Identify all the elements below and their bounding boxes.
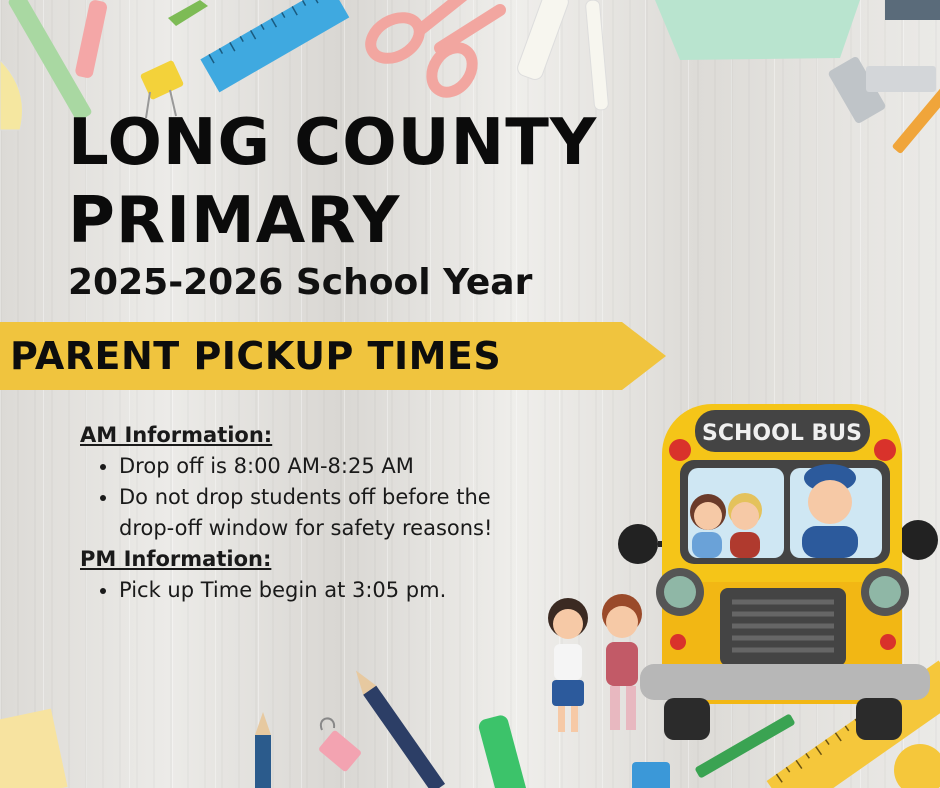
pm-item-pickup: • Pick up Time begin at 3:05 pm. bbox=[119, 575, 540, 606]
paper-icon bbox=[655, 0, 860, 60]
school-year-subtitle: 2025-2026 School Year bbox=[68, 262, 533, 303]
am-item-safety: • Do not drop students off before the drop-off window for safety reasons! bbox=[119, 482, 540, 544]
pencil-icon bbox=[255, 735, 271, 788]
am-item-dropoff: • Drop off is 8:00 AM-8:25 AM bbox=[119, 451, 540, 482]
am-list bbox=[80, 451, 540, 544]
tape-icon bbox=[0, 60, 23, 130]
school-name-title bbox=[68, 104, 597, 260]
am-heading: AM Information: bbox=[80, 423, 273, 447]
banner-label: PARENT PICKUP TIMES bbox=[10, 334, 502, 378]
sharpener-icon bbox=[632, 762, 670, 788]
marker-icon bbox=[515, 0, 570, 82]
bus-driver-icon bbox=[802, 464, 858, 558]
pm-heading: PM Information: bbox=[80, 547, 272, 571]
highlighter-icon bbox=[477, 714, 529, 788]
title-line: PRIMARY bbox=[68, 184, 401, 258]
pm-list bbox=[80, 575, 540, 606]
title-line: LONG COUNTY bbox=[68, 106, 598, 180]
ruler-icon bbox=[200, 0, 349, 92]
notepad-icon bbox=[0, 709, 68, 788]
school-bus-icon bbox=[540, 392, 940, 752]
pencil-icon bbox=[585, 0, 609, 110]
pickup-information bbox=[80, 420, 540, 606]
pickup-times-banner bbox=[0, 322, 666, 390]
pencil-icon bbox=[168, 0, 208, 26]
pencil-icon bbox=[349, 666, 445, 788]
binder-clip-icon bbox=[318, 718, 362, 772]
children-icon bbox=[548, 594, 642, 732]
scissors-icon bbox=[363, 0, 500, 100]
bus-sign: SCHOOL BUS bbox=[702, 421, 862, 446]
chalk-icon bbox=[74, 0, 108, 79]
